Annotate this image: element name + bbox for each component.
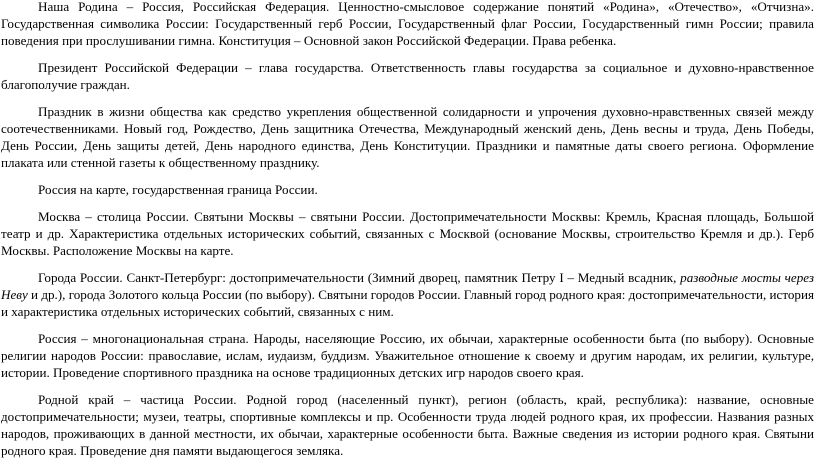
cities-text-before: Города России. Санкт-Петербург: достопримечательности (Зимний дворец, памятник Петру I – Медный всадник, xyxy=(38,270,681,285)
paragraph-cities xyxy=(1,269,814,320)
cities-text-italic: разводные мосты через Неву xyxy=(1,270,814,302)
paragraph-native-land: Родной край – частица России. Родной город (населенный пункт), регион (область, край, республика): название, основные достопримечательности; музеи, театры, спортивные комплексы и пр. Особенности труда людей родного края, их профессии. Названия разных народов, проживающих в данной местности, их обычаи, характерные особенности быта. Важные сведения из истории родного края. Святыни родного края. Проведение дня памяти выдающегося земляка. xyxy=(1,392,814,458)
paragraph-moscow: Москва – столица России. Святыни Москвы – святыни России. Достопримечательности Москвы: Кремль, Красная площадь, Большой театр и др. Характеристика отдельных исторических событий, связанных с Москвой (основание Москвы, строительство Кремля и др.). Герб Москвы. Расположение Москвы на карте. xyxy=(1,209,814,258)
paragraph-president: Президент Российской Федерации – глава государства. Ответственность главы государства за социальное и духовно-нравственное благополучие граждан. xyxy=(1,60,814,92)
paragraph-homeland: Наша Родина – Россия, Российская Федерация. Ценностно-смысловое содержание понятий «Родина», «Отечество», «Отчизна». Государственная символика России: Государственный герб России, Государственный флаг России, Государственный гимн России; правила поведения при прослушивании гимна. Конституция – Основной закон Российской Федерации. Права ребенка. xyxy=(1,0,814,48)
paragraph-holidays: Праздник в жизни общества как средство укрепления общественной солидарности и упрочения духовно-нравственных связей между соотечественниками. Новый год, Рождество, День защитника Отечества, Международный женский день, День весны и труда, День Победы, День России, День защиты детей, День народного единства, День Конституции. Праздники и памятные даты своего региона. Оформление плаката или стенной газеты к общественному празднику. xyxy=(1,104,814,170)
cities-text-after: и др.), города Золотого кольца России (по выбору). Святыни городов России. Главный город родного края: достопримечательности, история и характеристика отдельных исторических событий, связанных с ним. xyxy=(1,287,814,319)
paragraph-map: Россия на карте, государственная граница России. xyxy=(38,182,318,197)
paragraph-peoples: Россия – многонациональная страна. Народы, населяющие Россию, их обычаи, характерные особенности быта (по выбору). Основные религии народов России: православие, ислам, иудаизм, буддизм. Уважительное отношение к своему и другим народам, их религии, культуре, истории. Проведение спортивного праздника на основе традиционных детских игр народов своего края. xyxy=(1,331,814,380)
